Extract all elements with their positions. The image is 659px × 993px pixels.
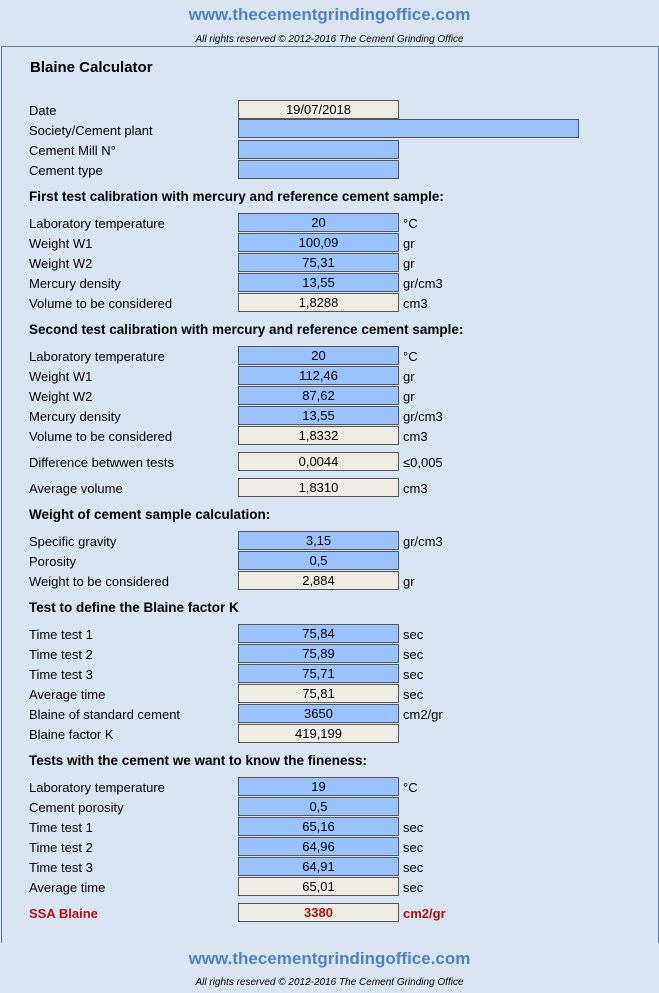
calib1-w1-label: Weight W1 <box>29 236 93 251</box>
calib2-w2-unit: gr <box>403 389 415 404</box>
calib2-w1-unit: gr <box>403 369 415 384</box>
k-time2-field[interactable]: 75,89 <box>238 644 399 663</box>
weight-heading: Weight of cement sample calculation: <box>29 507 271 522</box>
k-avg-label: Average time <box>29 687 106 702</box>
blaine-k-value: 419,199 <box>238 724 399 743</box>
difference-limit: ≤0,005 <box>403 455 443 470</box>
ssa-blaine-label: SSA Blaine <box>29 906 98 921</box>
blaine-k-label: Blaine factor K <box>29 727 114 742</box>
gravity-unit: gr/cm3 <box>403 534 443 549</box>
calib2-temp-label: Laboratory temperature <box>29 349 165 364</box>
weight-considered-label: Weight to be considered <box>29 574 169 589</box>
calib1-w1-field[interactable]: 100,09 <box>238 233 399 252</box>
standard-blaine-field[interactable]: 3650 <box>238 704 399 723</box>
top-header <box>0 0 659 46</box>
k-time1-field[interactable]: 75,84 <box>238 624 399 643</box>
f-time1-unit: sec <box>403 820 424 835</box>
calib2-density-unit: gr/cm3 <box>403 409 443 424</box>
weight-considered-value: 2,884 <box>238 571 399 590</box>
standard-blaine-unit: cm2/gr <box>403 707 443 722</box>
calib1-temp-label: Laboratory temperature <box>29 216 165 231</box>
k-time1-unit: sec <box>403 627 424 642</box>
porosity-field[interactable]: 0,5 <box>238 551 399 570</box>
calib2-w2-field[interactable]: 87,62 <box>238 386 399 405</box>
calib1-volume-label: Volume to be considered <box>29 296 173 311</box>
mill-label: Cement Mill N° <box>29 143 116 158</box>
standard-blaine-label: Blaine of standard cement <box>29 707 181 722</box>
f-avg-value: 65,01 <box>238 877 399 896</box>
mill-field[interactable] <box>238 140 399 159</box>
f-time3-field[interactable]: 64,91 <box>238 857 399 876</box>
calib1-heading: First test calibration with mercury and reference cement sample: <box>29 189 444 204</box>
f-time1-label: Time test 1 <box>29 820 93 835</box>
k-time3-field[interactable]: 75,71 <box>238 664 399 683</box>
f-porosity-field[interactable]: 0,5 <box>238 797 399 816</box>
f-temp-unit: °C <box>403 780 418 795</box>
plant-label: Society/Cement plant <box>29 123 153 138</box>
avg-volume-label: Average volume <box>29 481 123 496</box>
f-avg-unit: sec <box>403 880 424 895</box>
copyright-text: All rights reserved © 2012-2016 The Cement Grinding Office <box>195 34 464 45</box>
f-time1-field[interactable]: 65,16 <box>238 817 399 836</box>
calib1-density-field[interactable]: 13,55 <box>238 273 399 292</box>
site-link[interactable]: www.thecementgrindingoffice.com <box>188 5 471 24</box>
footer-copyright-text: All rights reserved © 2012-2016 The Cement Grinding Office <box>195 977 464 988</box>
f-time3-label: Time test 3 <box>29 860 93 875</box>
calib2-w1-label: Weight W1 <box>29 369 93 384</box>
calib1-density-label: Mercury density <box>29 276 121 291</box>
calib1-w2-field[interactable]: 75,31 <box>238 253 399 272</box>
calib2-volume-label: Volume to be considered <box>29 429 173 444</box>
calib2-heading: Second test calibration with mercury and reference cement sample: <box>29 322 464 337</box>
calib2-volume-unit: cm3 <box>403 429 428 444</box>
calib1-w2-unit: gr <box>403 256 415 271</box>
difference-value: 0,0044 <box>238 452 399 471</box>
calib2-w1-field[interactable]: 112,46 <box>238 366 399 385</box>
ssa-blaine-unit: cm2/gr <box>403 906 446 921</box>
gravity-label: Specific gravity <box>29 534 117 549</box>
f-porosity-label: Cement porosity <box>29 800 124 815</box>
calib2-temp-field[interactable]: 20 <box>238 346 399 365</box>
weight-considered-unit: gr <box>403 574 415 589</box>
f-avg-label: Average time <box>29 880 106 895</box>
f-time2-field[interactable]: 64,96 <box>238 837 399 856</box>
k-avg-unit: sec <box>403 687 424 702</box>
calib1-volume-value: 1,8288 <box>238 293 399 312</box>
kfactor-heading: Test to define the Blaine factor K <box>29 600 239 615</box>
type-field[interactable] <box>238 160 399 179</box>
footer-site-link[interactable]: www.thecementgrindingoffice.com <box>188 949 471 968</box>
calib2-density-field[interactable]: 13,55 <box>238 406 399 425</box>
calib2-w2-label: Weight W2 <box>29 389 93 404</box>
plant-field[interactable] <box>238 119 579 138</box>
date-field[interactable]: 19/07/2018 <box>238 100 399 119</box>
f-time2-unit: sec <box>403 840 424 855</box>
k-time3-label: Time test 3 <box>29 667 93 682</box>
bottom-footer <box>0 943 659 993</box>
calib1-density-unit: gr/cm3 <box>403 276 443 291</box>
avg-volume-unit: cm3 <box>403 481 428 496</box>
calib1-w2-label: Weight W2 <box>29 256 93 271</box>
calib1-temp-unit: °C <box>403 216 418 231</box>
date-label: Date <box>29 103 57 118</box>
f-time3-unit: sec <box>403 860 424 875</box>
difference-label: Difference betwwen tests <box>29 455 174 470</box>
fineness-heading: Tests with the cement we want to know the fineness: <box>29 753 368 768</box>
calib2-density-label: Mercury density <box>29 409 121 424</box>
type-label: Cement type <box>29 163 103 178</box>
f-time2-label: Time test 2 <box>29 840 93 855</box>
calib1-temp-field[interactable]: 20 <box>238 213 399 232</box>
k-time3-unit: sec <box>403 667 424 682</box>
f-temp-label: Laboratory temperature <box>29 780 165 795</box>
porosity-label: Porosity <box>29 554 76 569</box>
k-avg-value: 75,81 <box>238 684 399 703</box>
gravity-field[interactable]: 3,15 <box>238 531 399 550</box>
calib1-w1-unit: gr <box>403 236 415 251</box>
k-time1-label: Time test 1 <box>29 627 93 642</box>
calib2-temp-unit: °C <box>403 349 418 364</box>
calib1-volume-unit: cm3 <box>403 296 428 311</box>
ssa-blaine-value: 3380 <box>238 903 399 922</box>
k-time2-label: Time test 2 <box>29 647 93 662</box>
page-title: Blaine Calculator <box>30 59 153 76</box>
avg-volume-value: 1,8310 <box>238 478 399 497</box>
calib2-volume-value: 1,8332 <box>238 426 399 445</box>
k-time2-unit: sec <box>403 647 424 662</box>
f-temp-field[interactable]: 19 <box>238 777 399 796</box>
